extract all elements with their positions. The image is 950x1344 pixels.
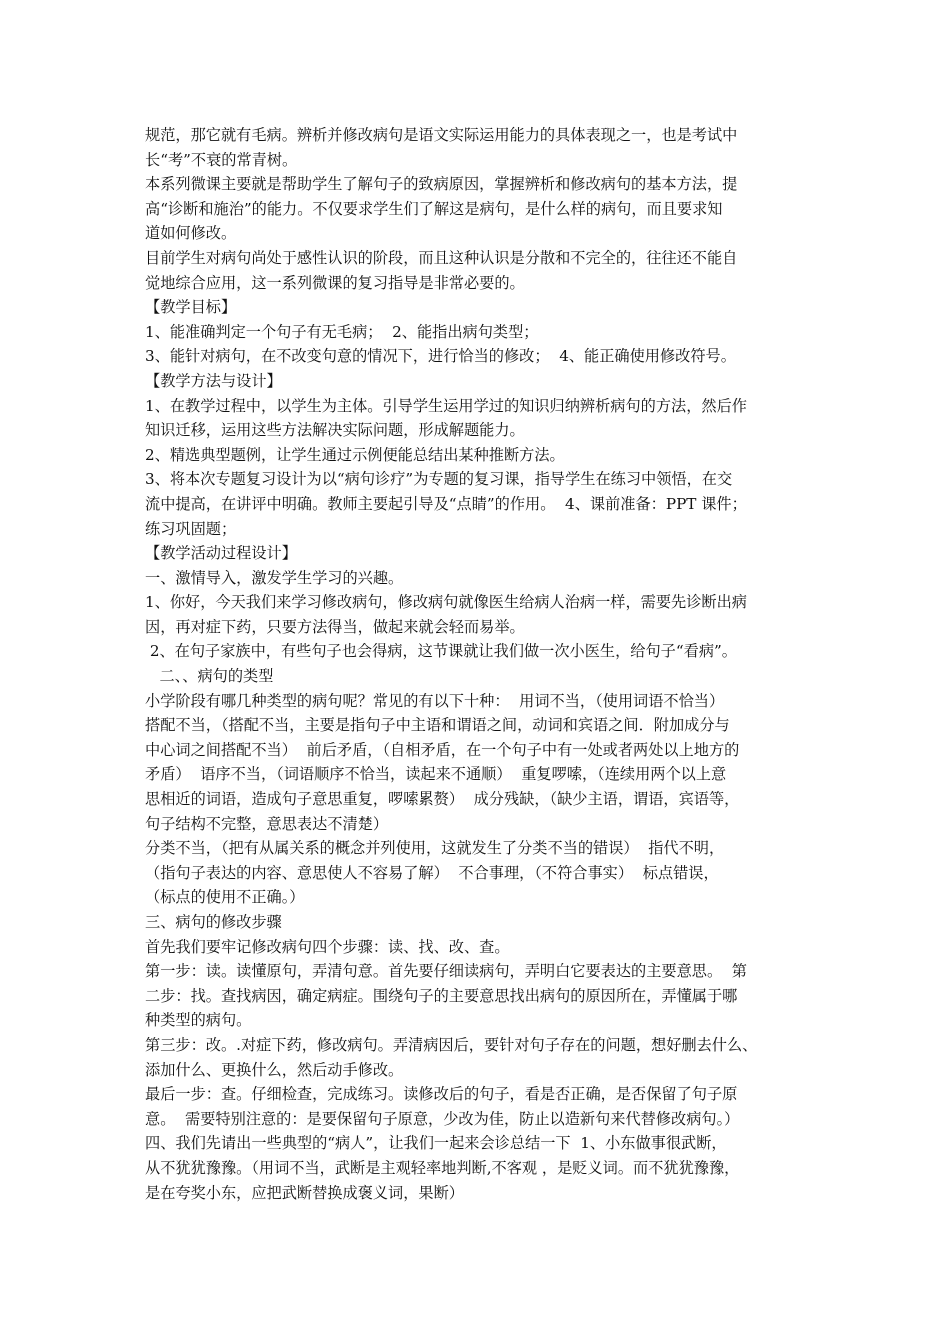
text-line: 种类型的病句。	[145, 1011, 252, 1030]
text-line: 首先我们要牢记修改病句四个步骤：读、找、改、查。	[145, 937, 510, 956]
text-line: 二、、病句的类型	[145, 667, 274, 686]
text-line: 练习巩固题；	[145, 519, 237, 538]
text-line: 道如何修改。	[145, 224, 237, 243]
text-line: 从不犹犹豫豫。（用词不当，武断是主观轻率地判断,不客观 ，是贬义词。而不犹犹豫豫，	[145, 1158, 740, 1177]
text-line: 规范，那它就有毛病。辨析并修改病句是语文实际运用能力的具体表现之一，也是考试中	[145, 126, 738, 144]
text-line: 流中提高，在讲评中明确。教师主要起引导及“点睛”的作用。 4、课前准备：PPT 课件；	[145, 494, 747, 513]
text-line: 小学阶段有哪几种类型的病句呢？常见的有以下十种： 用词不当，（使用词语不恰当）	[145, 691, 725, 710]
text-line: 2、在句子家族中，有些句子也会得病，这节课就让我们做一次小医生，给句子“看病”。	[145, 642, 737, 661]
text-line: （指句子表达的内容、意思使人不容易了解） 不合事理，（不符合事实） 标点错误，	[145, 863, 719, 882]
text-line: 觉地综合应用，这一系列微课的复习指导是非常必要的。	[145, 273, 525, 292]
text-line: 本系列微课主要就是帮助学生了解句子的致病原因，掌握辨析和修改病句的基本方法，提	[145, 175, 738, 194]
text-line: 1、在教学过程中，以学生为主体。引导学生运用学过的知识归纳辨析病句的方法，然后作	[145, 396, 747, 415]
text-line: 三、病句的修改步骤	[145, 913, 282, 931]
text-line: 搭配不当，（搭配不当，主要是指句子中主语和谓语之间，动词和宾语之间．附加成分与	[145, 716, 730, 735]
text-line: 第一步：读。读懂原句，弄清句意。首先要仔细读病句，弄明白它要表达的主要意思。 第	[145, 962, 747, 981]
text-line: 二步：找。查找病因，确定病症。围绕句子的主要意思找出病句的原因所在，弄懂属于哪	[145, 986, 738, 1005]
text-line: 【教学活动过程设计】	[145, 544, 297, 563]
text-line: 第三步：改。.对症下药，修改病句。弄清病因后，要针对句子存在的问题，想好删去什么、	[145, 1035, 758, 1054]
text-line: （标点的使用不正确。）	[145, 888, 305, 907]
text-line: 2、精选典型题例，让学生通过示例便能总结出某种推断方法。	[145, 445, 565, 464]
text-line: 知识迁移，运用这些方法解决实际问题，形成解题能力。	[145, 421, 525, 440]
text-line: 1、能准确判定一个句子有无毛病； 2、能指出病句类型；	[145, 322, 539, 341]
text-line: 3、将本次专题复习设计为以“病句诊疗”为专题的复习课，指导学生在练习中领悟，在交	[145, 470, 733, 489]
text-line: 3、能针对病句，在不改变句意的情况下，进行恰当的修改； 4、能正确使用修改符号。	[145, 347, 736, 366]
text-line: 目前学生对病句尚处于感性认识的阶段，而且这种认识是分散和不完全的，往往还不能自	[145, 248, 738, 267]
text-line: 【教学目标】	[145, 298, 237, 317]
text-line: 四、我们先请出一些典型的“病人”，让我们一起来会诊总结一下 1、小东做事很武断，	[145, 1134, 727, 1153]
text-line: 添加什么、更换什么，然后动手修改。	[145, 1060, 404, 1079]
document-body	[145, 123, 817, 1205]
text-line: 高“诊断和施治”的能力。不仅要求学生们了解这是病句，是什么样的病句，而且要求知	[145, 199, 723, 218]
text-line: 分类不当，（把有从属关系的概念并列使用，这就发生了分类不当的错误） 指代不明，	[145, 839, 725, 858]
text-line: 1、你好，今天我们来学习修改病句，修改病句就像医生给病人治病一样，需要先诊断出病	[145, 593, 747, 612]
text-line: 意。 需要特别注意的：是要保留句子原意，少改为佳，防止以造新句来代替修改病句。）	[145, 1109, 740, 1128]
text-line: 中心词之间搭配不当） 前后矛盾，（自相矛盾，在一个句子中有一处或者两处以上地方的	[145, 740, 740, 759]
text-line: 【教学方法与设计】	[145, 371, 282, 390]
text-line: 矛盾） 语序不当，（词语顺序不恰当，读起来不通顺） 重复啰嗦，（连续用两个以上意	[145, 765, 727, 784]
text-line: 长“考”不衰的常青树。	[145, 150, 298, 169]
text-line: 因，再对症下药，只要方法得当，做起来就会轻而易举。	[145, 617, 525, 636]
text-line: 一、激情导入，激发学生学习的兴趣。	[145, 568, 404, 587]
text-line: 思相近的词语，造成句子意思重复，啰嗦累赘） 成分残缺，（缺少主语，谓语，宾语等，	[145, 790, 740, 809]
text-line: 是在夸奖小东，应把武断替换成褒义词，果断）	[145, 1183, 464, 1202]
text-line: 句子结构不完整，意思表达不清楚）	[145, 814, 388, 833]
text-line: 最后一步：查。仔细检查，完成练习。读修改后的句子，看是否正确，是否保留了句子原	[145, 1085, 738, 1104]
